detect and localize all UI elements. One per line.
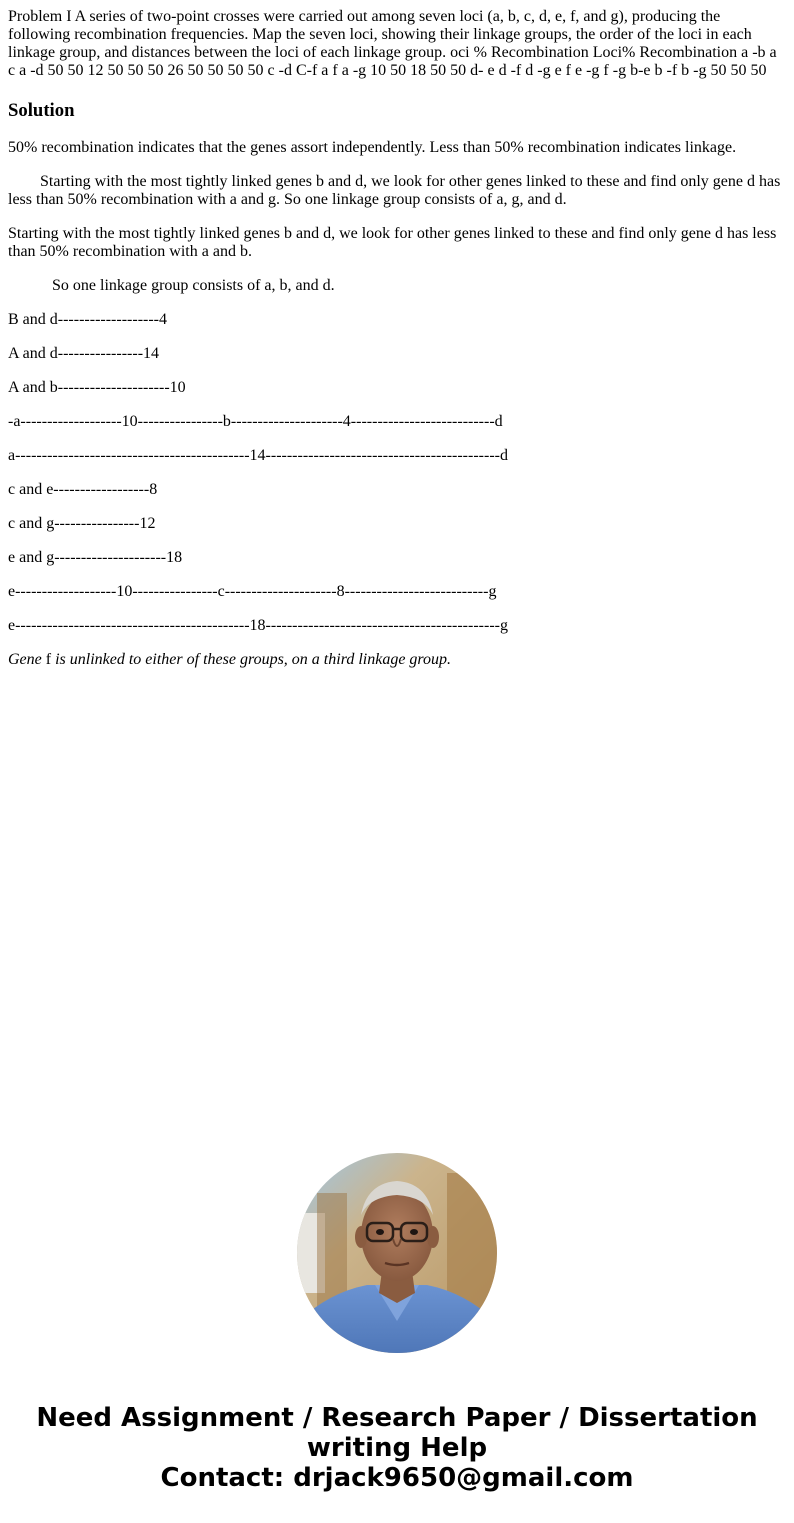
footer-contact: Contact: drjack9650@gmail.com — [160, 1463, 634, 1493]
conclusion-part-1: Gene — [8, 651, 42, 668]
linkage-map-abd: -a-------------------10----------------b---------------------4---------------------------d — [8, 413, 503, 430]
distance-a-d: A and d----------------14 — [8, 345, 160, 362]
conclusion — [8, 651, 786, 669]
document-body — [8, 8, 786, 668]
distance-e-g: e and g---------------------18 — [8, 549, 183, 566]
distance-b-d: B and d-------------------4 — [8, 311, 168, 328]
solution-heading: Solution — [8, 100, 75, 121]
linkage-map-ad-total: a--------------------------------------------14--------------------------------------------d — [8, 447, 508, 464]
footer-line-1: Need Assignment / Research Paper / Dissertation — [36, 1403, 758, 1433]
solution-paragraph-1: 50% recombination indicates that the genes assort independently. Less than 50% recombination indicates linkage. — [8, 139, 737, 156]
footer-banner — [0, 1403, 794, 1493]
linkage-map-ecg: e-------------------10----------------c---------------------8---------------------------g — [8, 583, 497, 600]
problem-statement: Problem I A series of two-point crosses were carried out among seven loci (a, b, c, d, e, f, and g), producing the following recombination frequencies. Map the seven loci, showing their linkage groups, the order of the loci in each linkage group, and distances between the loci of each linkage group. oci % Recombination Loci% Recombination a -b a c a -d 50 50 12 50 50 50 26 50 50 50 50 c -d C-f a f a -g 10 50 18 50 50 d- e d -f d -g e f e -g f -g b-e b -f b -g 50 50 50 — [8, 8, 777, 79]
distance-a-b: A and b---------------------10 — [8, 379, 186, 396]
distance-c-e: c and e------------------8 — [8, 481, 158, 498]
solution-paragraph-4: So one linkage group consists of a, b, and d. — [52, 277, 335, 294]
author-avatar — [297, 1153, 497, 1353]
distance-c-g: c and g----------------12 — [8, 515, 156, 532]
author-portrait-image — [297, 1153, 497, 1353]
solution-paragraph-3: Starting with the most tightly linked genes b and d, we look for other genes linked to these and find only gene d has less than 50% recombination with a and b. — [8, 225, 777, 260]
conclusion-part-3: is unlinked to either of these groups, on a third linkage group. — [55, 651, 452, 668]
conclusion-part-2: f — [41, 651, 56, 668]
linkage-map-eg-total: e--------------------------------------------18--------------------------------------------g — [8, 617, 508, 634]
footer-line-2: writing Help — [306, 1433, 488, 1463]
solution-paragraph-2: Starting with the most tightly linked genes b and d, we look for other genes linked to these and find only gene d has less than 50% recombination with a and g. So one linkage group consists of a, g, and d. — [8, 173, 781, 208]
